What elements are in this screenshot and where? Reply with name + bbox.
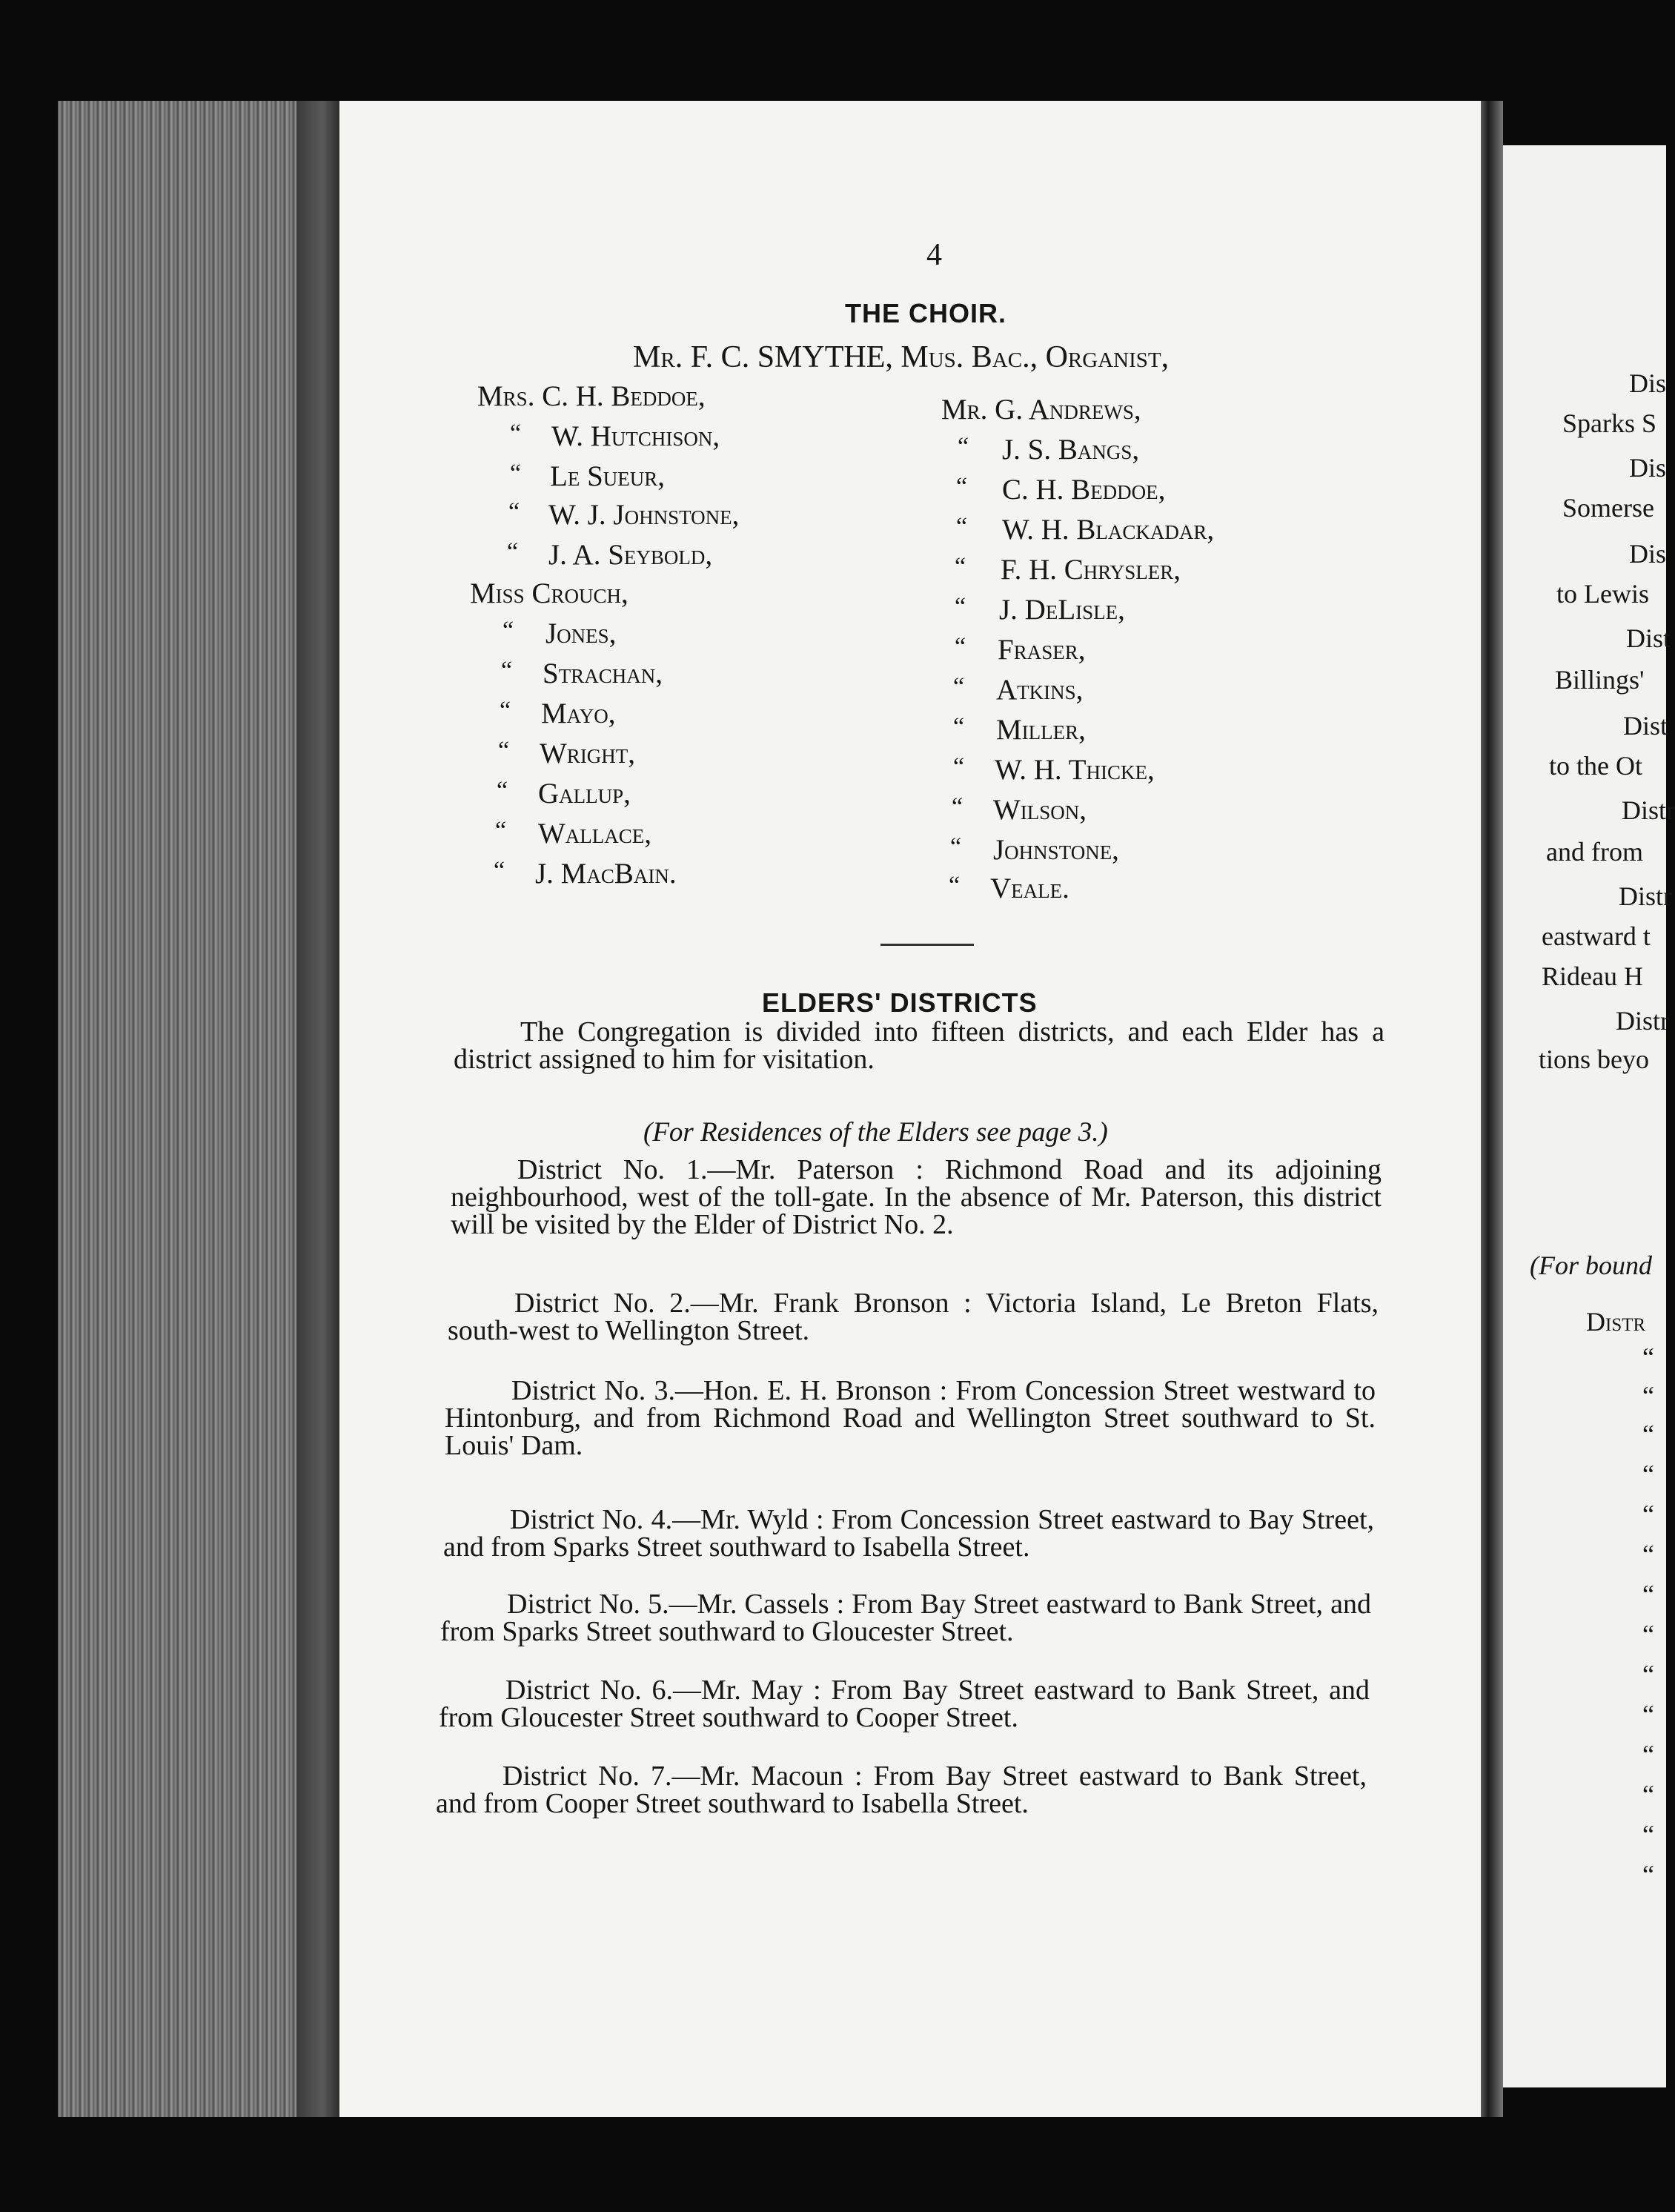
choir-member: Miss Crouch, [470, 577, 628, 609]
facing-line: to Lewis [1556, 579, 1649, 609]
ditto-mark: “ [956, 513, 968, 540]
facing-ditto: “ [1642, 1460, 1654, 1489]
ditto-mark: “ [507, 538, 519, 566]
choir-member: Wright, [540, 738, 636, 769]
choir-member: Miller, [996, 714, 1086, 746]
facing-ditto: “ [1642, 1540, 1654, 1569]
ditto-mark: “ [953, 673, 965, 701]
facing-heading: Distr [1586, 1307, 1646, 1337]
ditto-mark: “ [955, 633, 966, 660]
facing-ditto: “ [1642, 1660, 1654, 1689]
choir-member: Veale. [990, 872, 1069, 904]
choir-member: Johnstone, [993, 834, 1119, 866]
facing-line: and from [1546, 837, 1643, 867]
choir-member: J. A. Seybold, [548, 539, 713, 571]
ditto-mark: “ [950, 833, 962, 861]
facing-ditto: “ [1642, 1342, 1654, 1372]
choir-member: Wilson, [993, 794, 1087, 826]
choir-member: W. H. Thicke, [995, 754, 1155, 786]
district-paragraph: District No. 3.—Hon. E. H. Bronson : From Concession Street westward to Hintonburg, and from Richmond Road and Wellington Street southward to St. Louis' Dam. [445, 1375, 1376, 1461]
choir-member: Jones, [545, 617, 617, 649]
district-paragraph: District No. 6.—Mr. May : From Bay Street eastward to Bank Street, and from Gloucester Street southward to Cooper Street. [439, 1675, 1370, 1733]
elders-intro: The Congregation is divided into fifteen districts, and each Elder has a district assigned to him for visitation. [454, 1016, 1384, 1075]
choir-member: W. H. Blackadar, [1002, 514, 1215, 546]
facing-ditto: “ [1642, 1780, 1654, 1809]
ditto-mark: “ [949, 872, 961, 899]
facing-ditto: “ [1642, 1381, 1654, 1411]
choir-member: F. H. Chrysler, [1001, 554, 1181, 586]
elders-note: (For Residences of the Elders see page 3.) [643, 1117, 1108, 1148]
choir-member: J. MacBain. [535, 858, 677, 890]
facing-line: Somerse [1562, 493, 1654, 523]
book-page-edges [58, 101, 339, 2117]
choir-member: Atkins, [996, 674, 1084, 706]
choir-member: Wallace, [538, 818, 652, 850]
facing-line: Dist [1623, 711, 1668, 741]
ditto-mark: “ [953, 753, 965, 781]
facing-line: Distr [1622, 795, 1675, 825]
facing-line: Billings' [1555, 665, 1645, 695]
facing-ditto: “ [1642, 1620, 1654, 1649]
ditto-mark: “ [953, 713, 965, 741]
facing-ditto: “ [1642, 1420, 1654, 1449]
facing-ditto: “ [1642, 1700, 1654, 1729]
choir-member: Strachan, [543, 658, 663, 689]
choir-member: W. Hutchison, [551, 420, 720, 452]
facing-ditto: “ [1642, 1500, 1654, 1529]
choir-title: THE CHOIR. [845, 298, 1007, 328]
facing-line: Dis [1629, 453, 1667, 483]
facing-note: (For bound [1530, 1251, 1652, 1280]
ditto-mark: “ [958, 433, 969, 460]
choir-member: J. S. Bangs, [1002, 434, 1140, 466]
district-paragraph: District No. 2.—Mr. Frank Bronson : Victoria Island, Le Breton Flats, south-west to Wellington Street. [448, 1288, 1379, 1346]
choir-member: J. DeLisle, [999, 594, 1125, 626]
facing-line: Distr [1616, 1006, 1669, 1036]
ditto-mark: “ [956, 473, 968, 500]
ditto-mark: “ [502, 617, 514, 644]
district-paragraph: District No. 7.—Mr. Macoun : From Bay Street eastward to Bank Street, and from Cooper Street southward to Isabella Street. [436, 1761, 1367, 1819]
facing-line: Dis [1629, 539, 1667, 569]
choir-member: Le Sueur, [550, 460, 666, 492]
facing-line: Dis [1629, 368, 1667, 398]
facing-line: Distr [1619, 881, 1672, 911]
ditto-mark: “ [498, 737, 510, 764]
district-paragraph: District No. 1.—Mr. Paterson : Richmond Road and its adjoining neighbourhood, west of the toll-gate. In the absence of Mr. Paterson, this district will be visited by the Elder of District No. 2. [451, 1154, 1382, 1240]
ditto-mark: “ [955, 593, 966, 620]
ditto-mark: “ [500, 697, 511, 724]
ditto-mark: “ [952, 793, 963, 821]
section-divider [880, 944, 974, 946]
ditto-mark: “ [508, 498, 520, 526]
choir-member: Gallup, [538, 778, 631, 809]
choir-member: C. H. Beddoe, [1002, 474, 1166, 506]
facing-ditto: “ [1642, 1580, 1654, 1609]
facing-line: Rideau H [1542, 961, 1643, 991]
facing-line: Dist [1626, 623, 1671, 653]
choir-member: Mayo, [541, 698, 616, 729]
elders-title: ELDERS' DISTRICTS [762, 987, 1038, 1018]
facing-ditto: “ [1642, 1820, 1654, 1850]
district-paragraph: District No. 5.—Mr. Cassels : From Bay Street eastward to Bank Street, and from Sparks Street southward to Gloucester Street. [440, 1589, 1371, 1647]
facing-ditto: “ [1642, 1860, 1654, 1890]
facing-line: eastward t [1542, 921, 1651, 951]
organist-line: Mr. F. C. SMYTHE, Mus. Bac., Organist, [633, 340, 1170, 374]
choir-member: Mrs. C. H. Beddoe, [477, 380, 706, 412]
ditto-mark: “ [501, 657, 513, 684]
page-number: 4 [926, 238, 942, 272]
ditto-mark: “ [510, 420, 522, 447]
ditto-mark: “ [497, 777, 508, 804]
ditto-mark: “ [494, 857, 505, 884]
facing-line: Sparks S [1562, 408, 1657, 438]
ditto-mark: “ [510, 460, 522, 487]
ditto-mark: “ [495, 817, 507, 844]
choir-member: Mr. G. Andrews, [941, 394, 1141, 425]
choir-member: W. J. Johnstone, [548, 499, 740, 531]
choir-member: Fraser, [998, 634, 1086, 666]
facing-line: tions beyo [1539, 1044, 1649, 1074]
facing-line: to the Ot [1549, 751, 1642, 781]
district-paragraph: District No. 4.—Mr. Wyld : From Concession Street eastward to Bay Street, and from Sparks Street southward to Isabella Street. [443, 1504, 1374, 1563]
facing-ditto: “ [1642, 1740, 1654, 1769]
ditto-mark: “ [955, 553, 966, 580]
